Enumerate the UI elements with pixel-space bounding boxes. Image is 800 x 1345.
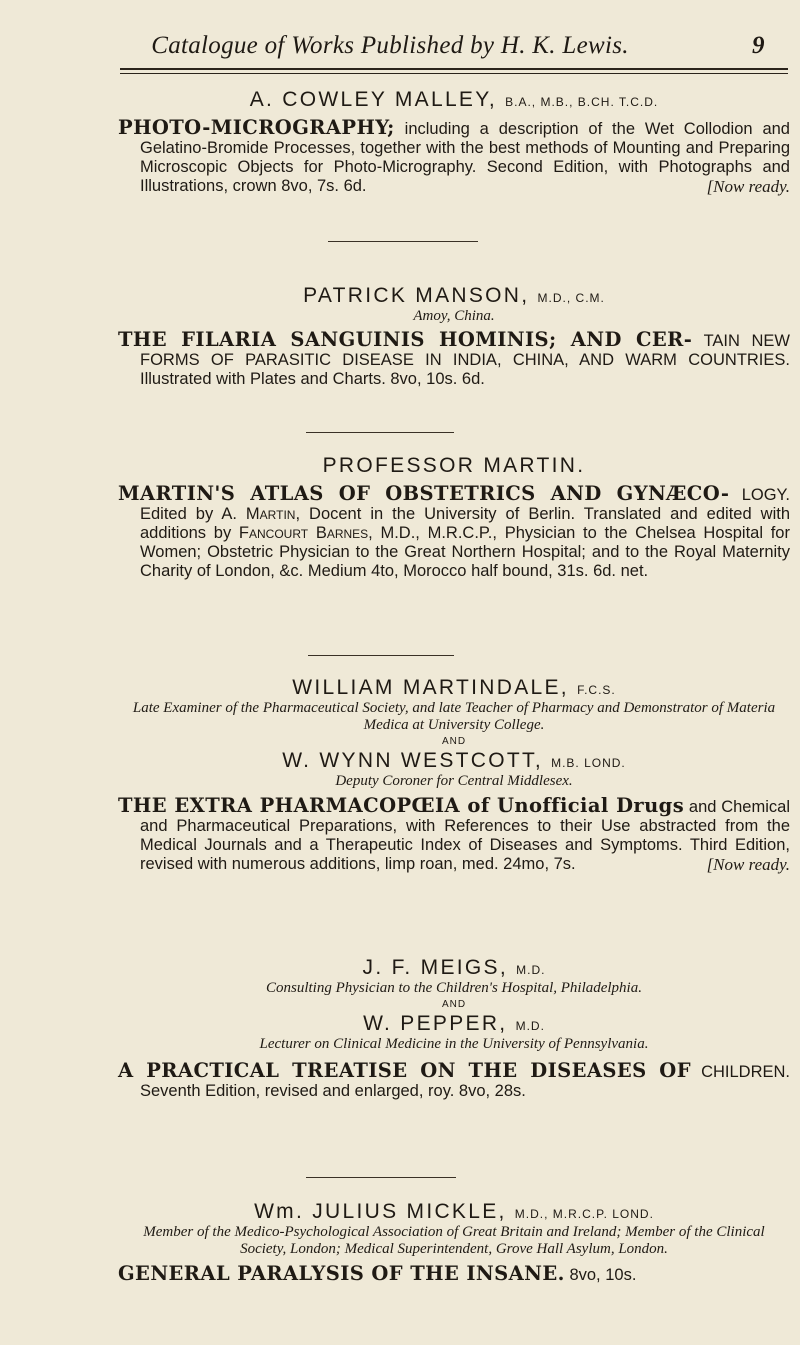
entry-mickle bbox=[118, 1200, 790, 1285]
author-credentials: M.D., M.R.C.P. LOND. bbox=[514, 1207, 654, 1221]
page-header bbox=[0, 32, 800, 72]
section-divider bbox=[308, 655, 454, 656]
author-heading bbox=[118, 676, 790, 700]
coauthor-name: W. WYNN WESTCOTT, bbox=[282, 749, 543, 772]
book-entry bbox=[118, 484, 790, 581]
running-head: Catalogue of Works Published by H. K. Lewis. bbox=[151, 32, 629, 59]
book-description: CHILDREN. Seventh Edition, revised and enlarged, roy. 8vo, 28s. bbox=[140, 1063, 790, 1100]
book-entry bbox=[118, 330, 790, 389]
book-description: 8vo, 10s. bbox=[564, 1266, 637, 1284]
book-entry bbox=[118, 1264, 790, 1285]
book-description: , M.D., M.R.C.P., Physician to the Chelsea Hospital for Women; Obstetric Physician to the Great Northern Hospital; and to the Royal Maternity Charity of London, &c. Medium 4to, Morocco half bound, 31s. 6d. net. bbox=[140, 524, 790, 580]
section-divider bbox=[306, 1177, 456, 1178]
author-heading bbox=[118, 956, 790, 980]
book-title: THE EXTRA PHARMACOPŒIA of Unofficial Drugs bbox=[118, 794, 685, 817]
page-number: 9 bbox=[752, 32, 765, 59]
author-name: WILLIAM MARTINDALE, bbox=[292, 676, 569, 699]
book-description: and Chemical and Pharmaceutical Preparations, with References to their Use abstracted from the Medical Journals and a Therapeutic Index of Diseases and Symptoms. Third Edition, revised with numerous additions, limp roan, med. 24mo, 7s. bbox=[140, 798, 790, 873]
book-title: GENERAL PARALYSIS OF THE INSANE. bbox=[118, 1262, 565, 1285]
section-divider bbox=[306, 432, 454, 433]
status-note: [Now ready. bbox=[706, 855, 790, 874]
author-affiliation: Amoy, China. bbox=[413, 308, 495, 324]
author-credentials: B.A., M.B., B.CH. T.C.D. bbox=[505, 95, 659, 109]
header-rule bbox=[120, 68, 788, 70]
coauthor-credentials: M.B. LOND. bbox=[551, 756, 626, 770]
status-note: [Now ready. bbox=[706, 177, 790, 196]
translator-name: Fancourt Barnes bbox=[238, 524, 369, 542]
editor-name: Martin bbox=[245, 505, 296, 523]
author-heading bbox=[118, 1200, 790, 1224]
coauthor-affiliation: Deputy Coroner for Central Middlesex. bbox=[335, 773, 573, 789]
book-description: TAIN NEW FORMS OF PARASITIC DISEASE IN INDIA, CHINA, AND WARM COUNTRIES. Illustrated with Plates and Charts. 8vo, 10s. 6d. bbox=[140, 332, 790, 388]
author-heading bbox=[118, 284, 790, 308]
book-entry bbox=[118, 118, 790, 196]
book-description: LOGY. Edited by A. bbox=[140, 486, 790, 523]
book-description: , Docent in the University of Berlin. Translated and edited with additions by bbox=[140, 505, 790, 542]
author-name: Wm. JULIUS MICKLE, bbox=[254, 1200, 507, 1223]
book-entry bbox=[118, 1061, 790, 1101]
author-name: PATRICK MANSON, bbox=[303, 284, 530, 307]
author-affiliation: Consulting Physician to the Children's Hospital, Philadelphia. bbox=[266, 980, 642, 996]
entry-manson bbox=[118, 284, 790, 389]
book-description: including a description of the Wet Collodion and Gelatino-Bromide Processes, together with the best methods of Mounting and Preparing Microscopic Objects for Photo-Micrography. Second Edition, with Photographs and Illustrations, crown 8vo, 7s. 6d. bbox=[140, 120, 790, 195]
author-credentials: F.C.S. bbox=[577, 683, 616, 697]
book-title: MARTIN'S ATLAS OF OBSTETRICS AND GYNÆCO- bbox=[118, 482, 730, 505]
author-name: PROFESSOR MARTIN. bbox=[322, 454, 586, 477]
coauthor-affiliation: Lecturer on Clinical Medicine in the University of Pennsylvania. bbox=[259, 1036, 649, 1052]
book-title: A PRACTICAL TREATISE ON THE DISEASES OF bbox=[118, 1059, 691, 1082]
author-credentials: M.D., C.M. bbox=[537, 291, 605, 305]
book-title: THE FILARIA SANGUINIS HOMINIS; AND CER- bbox=[118, 328, 693, 351]
book-entry bbox=[118, 796, 790, 874]
author-affiliation: Late Examiner of the Pharmaceutical Society, and late Teacher of Pharmacy and Demonstrator of Materia Medica at University College. bbox=[132, 700, 776, 733]
entry-meigs-pepper bbox=[118, 956, 790, 1101]
author-name: J. F. MEIGS, bbox=[362, 956, 508, 979]
author-heading bbox=[118, 454, 790, 478]
book-title: PHOTO-MICROGRAPHY; bbox=[118, 116, 395, 139]
coauthor-heading bbox=[118, 1012, 790, 1036]
entry-martindale bbox=[118, 676, 790, 874]
header-rule-thin bbox=[120, 73, 788, 74]
author-name: A. COWLEY MALLEY, bbox=[249, 88, 497, 111]
entry-martin bbox=[118, 454, 790, 581]
coauthor-credentials: M.D. bbox=[515, 1019, 545, 1033]
and-separator: AND bbox=[441, 736, 467, 747]
entry-malley bbox=[118, 88, 790, 196]
author-affiliation: Member of the Medico-Psychological Association of Great Britain and Ireland; Member of the Clinical Society, London; Medical Superintendent, Grove Hall Asylum, London. bbox=[143, 1224, 765, 1257]
author-heading bbox=[118, 88, 790, 112]
coauthor-heading bbox=[118, 749, 790, 773]
section-divider bbox=[328, 241, 478, 242]
and-separator: AND bbox=[441, 999, 467, 1010]
coauthor-name: W. PEPPER, bbox=[363, 1012, 508, 1035]
author-credentials: M.D. bbox=[516, 963, 546, 977]
